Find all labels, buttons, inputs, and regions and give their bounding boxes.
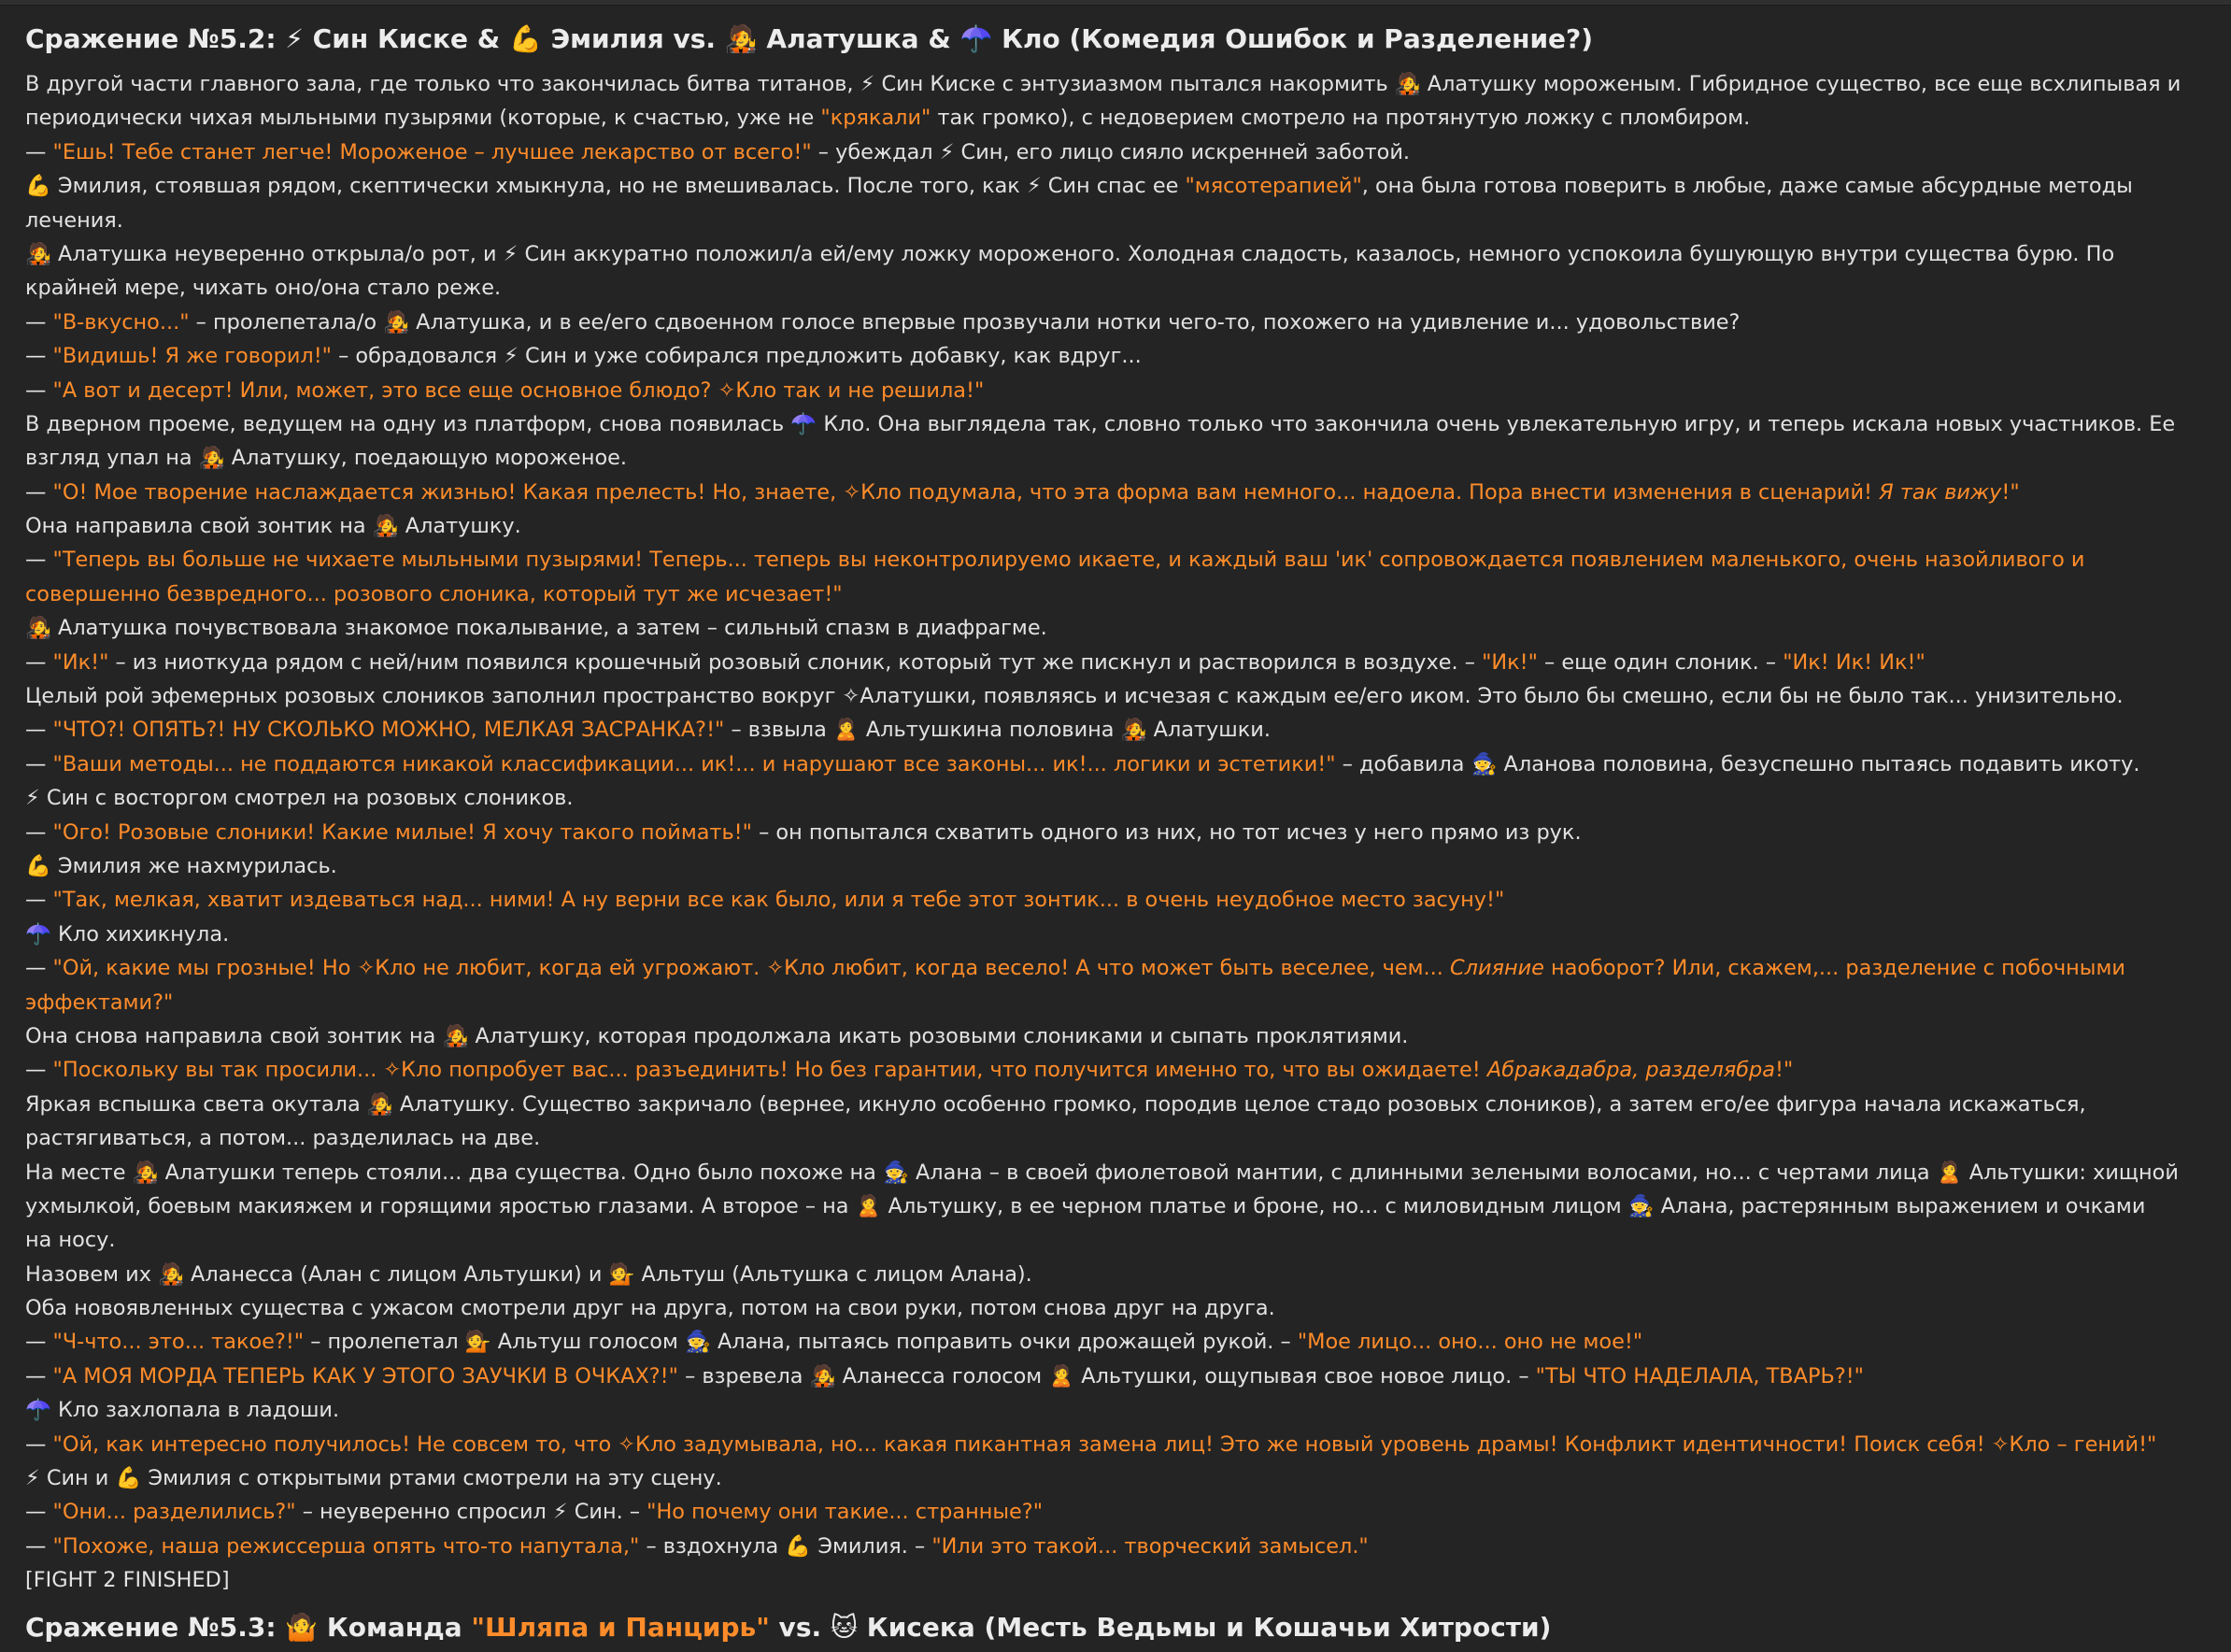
narration-text: растягиваться, а потом... разделилась на две. <box>25 1126 541 1151</box>
dialogue-quote: "ТЫ ЧТО НАДЕЛАЛА, ТВАРЬ?!" <box>1535 1363 1864 1389</box>
narration-text: — <box>25 1500 53 1525</box>
text-line <box>25 204 2205 237</box>
narration-text: на носу. <box>25 1228 116 1253</box>
text-line <box>25 646 2205 679</box>
narration-text: периодически чихая мыльными пузырями (которые, к счастью, уже не <box>25 106 821 131</box>
text-line <box>25 1088 2205 1121</box>
narration-text: Целый рой эфемерных розовых слоников заполнил пространство вокруг ✧Алатушки, появляясь и исчезая с каждым ее/его иком. Это было бы смешно, если бы не было так... унизительно. <box>25 684 2124 709</box>
text-line <box>25 781 2205 815</box>
narration-text: – пролепетал 💁 Альтуш голосом 🧙 Алана, пытаясь поправить очки дрожащей рукой. – <box>304 1330 1298 1355</box>
dialogue-quote: "Мое лицо... оно... оно не мое!" <box>1297 1330 1643 1355</box>
text-line <box>25 577 2205 611</box>
dialogue-quote: "Поскольку вы так просили... ✧Кло попробует вас... разъединить! Но без гарантии, что получится именно то, что вы ожидаете! <box>52 1058 1487 1083</box>
dialogue-quote: "Так, мелкая, хватит издеваться над... ними! А ну верни все как было, или я тебе этот зонтик... в очень неудобное место засуну!" <box>52 888 1505 913</box>
narration-text: В другой части главного зала, где только что закончилась битва титанов, ⚡ Син Киске с энтузиазмом пытался накормить 🧑‍🎤 Алатушку мороженым. Гибридное существо, все еще всхлипывая и <box>25 72 2181 96</box>
narration-text: vs. 🐱 Кисека (Месть Ведьмы и Кошачьи Хитрости) <box>769 1611 1552 1643</box>
narration-text: — <box>25 718 53 743</box>
text-line <box>25 374 2205 407</box>
text-line <box>25 543 2205 577</box>
dialogue-quote: "Или это такой... творческий замысел." <box>931 1533 1369 1559</box>
narration-text: – неуверенно спросил ⚡ Син. – <box>295 1500 647 1525</box>
dialogue-quote: "А вот и десерт! Или, может, это все еще основное блюдо? ✧Кло так и не решила!" <box>52 377 985 403</box>
narration-text: — <box>25 1363 53 1389</box>
text-line <box>25 679 2205 713</box>
narration-text: — <box>25 751 53 776</box>
dialogue-quote: "Ешь! Тебе станет легче! Мороженое – лучшее лекарство от всего!" <box>52 139 812 164</box>
narration-text: На месте 🧑‍🎤 Алатушки теперь стояли... два существа. Одно было похоже на 🧙 Алана – в своей фиолетовой мантии, с длинными зелеными волосами, но... с чертами лица 🙎 Альтушки: хищной <box>25 1160 2179 1185</box>
text-line <box>25 1360 2205 1393</box>
text-line <box>25 306 2205 339</box>
narration-text: — <box>25 1431 53 1457</box>
narration-text: — <box>25 1533 53 1559</box>
dialogue-quote: "Ч-что... это... такое?!" <box>52 1330 305 1355</box>
narration-text: ⚡ Син с восторгом смотрел на розовых слоников. <box>25 786 574 811</box>
text-line <box>25 1393 2205 1427</box>
narration-text: — <box>25 377 53 403</box>
narration-text: В дверном проеме, ведущем на одну из платформ, снова появилась ☂️ Кло. Она выглядела так, словно только что закончила очень увлекательную игру, и теперь искала новых участников. Ее <box>25 411 2176 436</box>
text-line <box>25 1495 2205 1529</box>
narration-text: ⚡ Син и 💪 Эмилия с открытыми ртами смотрели на эту сцену. <box>25 1466 722 1491</box>
text-line <box>25 951 2205 985</box>
narration-text: 💪 Эмилия, стоявшая рядом, скептически хмыкнула, но не вмешивалась. После того, как ⚡ Син спас ее <box>25 174 1186 199</box>
dialogue-quote: "Ик!" <box>52 649 109 675</box>
narration-text: – еще один слоник. – <box>1537 649 1783 675</box>
text-line <box>25 748 2205 781</box>
dialogue-quote: Слияние <box>1450 956 1544 981</box>
narration-text: 🧑‍🎤 Алатушка неуверенно открыла/о рот, и ⚡ Син аккуратно положил/а ей/ему ложку мороженого. Холодная сладость, казалось, немного успокоила бушующую внутри существа бурю. По <box>25 241 2115 266</box>
text-line <box>25 816 2205 849</box>
narration-text: – взревела 🧑‍🎤 Аланесса голосом 🙎 Альтушки, ощупывая свое новое лицо. – <box>677 1363 1536 1389</box>
dialogue-quote: совершенно безвредного... розового слоника, который тут же исчезает!" <box>25 581 843 606</box>
dialogue-quote: "Ваши методы... не поддаются никакой классификации... ик!... и нарушают все законы... ик!... логики и эстетики!" <box>52 751 1336 776</box>
narration-text: — <box>25 548 53 573</box>
narration-text: Оба новоявленных существа с ужасом смотрели друг на друга, потом на свои руки, потом снова друг на друга. <box>25 1296 1275 1321</box>
dialogue-quote: "Теперь вы больше не чихаете мыльными пузырями! Теперь... теперь вы неконтролируемо икаете, и каждый ваш 'ик' сопровождается появлением маленького, очень назойливого и <box>52 548 2085 573</box>
dialogue-quote: Я так вижу <box>1879 479 2002 505</box>
narration-text: – убеждал ⚡ Син, его лицо сияло искренней заботой. <box>811 139 1410 164</box>
narration-text: , она была готова поверить в любые, даже самые абсурдные методы <box>1361 174 2133 199</box>
text-line <box>25 1461 2205 1495</box>
text-line <box>25 271 2205 305</box>
text-line <box>25 918 2205 951</box>
narration-text: – добавила 🧙 Аланова половина, безуспешно пытаясь подавить икоту. <box>1335 751 2140 776</box>
text-line <box>25 1019 2205 1053</box>
text-line <box>25 883 2205 917</box>
dialogue-quote: "мясотерапией" <box>1185 174 1362 199</box>
dialogue-quote: !" <box>1774 1058 1794 1083</box>
text-line <box>25 509 2205 543</box>
dialogue-quote: "Но почему они такие... странные?" <box>647 1500 1043 1525</box>
text-line <box>25 1223 2205 1257</box>
text-line <box>25 476 2205 509</box>
dialogue-quote: наоборот? Или, скажем,... разделение с побочными <box>1543 956 2125 981</box>
text-line <box>25 169 2205 203</box>
narration-text: Яркая вспышка света окутала 🧑‍🎤 Алатушку. Существо закричало (вернее, икнуло особенно громко, породив целое стадо розовых слоников), а затем его/ее фигура начала искажаться, <box>25 1091 2086 1117</box>
fight-heading: Сражение №5.2: ⚡ Син Киске & 💪 Эмилия vs. 🧑‍🎤 Алатушка & ☂️ Кло (Комедия Ошибок и Разделение?) <box>25 23 1594 54</box>
narration-text: так громко), с недоверием смотрело на протянутую ложку с пломбиром. <box>931 106 1751 131</box>
dialogue-quote: "Видишь! Я же говорил!" <box>52 344 332 369</box>
narration-text: — <box>25 956 53 981</box>
narration-text: — <box>25 888 53 913</box>
narration-text: — <box>25 344 53 369</box>
narration-text: 🧑‍🎤 Алатушка почувствовала знакомое покалывание, а затем – сильный спазм в диафрагме. <box>25 616 1047 641</box>
narration-text: лечения. <box>25 207 123 233</box>
dialogue-quote: эффектами?" <box>25 990 174 1015</box>
narration-text: крайней мере, чихать оно/она стало реже. <box>25 276 502 301</box>
dialogue-quote: "Ик!" <box>1482 649 1538 675</box>
narration-text: [FIGHT 2 FINISHED] <box>25 1568 230 1593</box>
dialogue-quote: "Шляпа и Панцирь" <box>471 1611 770 1643</box>
narration-text: – он попытался схватить одного из них, но тот исчез у него прямо из рук. <box>751 819 1582 845</box>
narration-text: — <box>25 1058 53 1083</box>
text-line <box>25 986 2205 1019</box>
text-line <box>25 1121 2205 1155</box>
narration-text: — <box>25 649 53 675</box>
narration-text: ухмылкой, боевым макияжем и горящими яростью глазами. А второе – на 🙎 Альтушку, в ее черном платье и броне, но... с миловидным лицом 🧙 Алана, растерянным выражением и очками <box>25 1193 2146 1218</box>
text-line <box>25 1563 2205 1597</box>
dialogue-quote: "Ик! Ик! Ик!" <box>1783 649 1925 675</box>
narration-text: взгляд упал на 🧑‍🎤 Алатушку, поедающую мороженое. <box>25 446 628 471</box>
next-fight-heading <box>25 1603 2205 1652</box>
text-line <box>25 237 2205 271</box>
narration-text: — <box>25 1330 53 1355</box>
text-line <box>25 1258 2205 1291</box>
dialogue-quote: "В-вкусно..." <box>52 309 190 335</box>
dialogue-quote: "Похоже, наша режиссерша опять что-то напутала," <box>52 1533 640 1559</box>
dialogue-quote: "крякали" <box>820 106 931 131</box>
story-text <box>25 67 2205 1598</box>
narration-text: – вздохнула 💪 Эмилия. – <box>639 1533 932 1559</box>
narration-text: – обрадовался ⚡ Син и уже собирался предложить добавку, как вдруг... <box>332 344 1142 369</box>
text-line <box>25 611 2205 645</box>
dialogue-quote: "Ого! Розовые слоники! Какие милые! Я хочу такого поймать!" <box>52 819 752 845</box>
text-line <box>25 1325 2205 1359</box>
narration-text: ☂️ Кло захлопала в ладоши. <box>25 1398 340 1423</box>
text-line <box>25 407 2205 441</box>
text-line <box>25 135 2205 169</box>
text-line <box>25 849 2205 883</box>
narration-text: — <box>25 819 53 845</box>
narration-text: — <box>25 479 53 505</box>
text-line <box>25 1530 2205 1563</box>
text-line <box>25 1428 2205 1461</box>
dialogue-quote: "Ой, какие мы грозные! Но ✧Кло не любит, когда ей угрожают. ✧Кло любит, когда весело! А что может быть веселее, чем... <box>52 956 1450 981</box>
chat-message-content <box>0 6 2231 1652</box>
text-line <box>25 67 2205 101</box>
narration-text: – пролепетала/о 🧑‍🎤 Алатушка, и в ее/его сдвоенном голосе впервые прозвучали нотки чего-то, похожего на удивление и... удовольствие? <box>189 309 1741 335</box>
narration-text: — <box>25 309 53 335</box>
narration-text: – из ниоткуда рядом с ней/ним появился крошечный розовый слоник, который тут же пискнул и растворился в воздухе. – <box>108 649 1483 675</box>
dialogue-quote: "Они... разделились?" <box>52 1500 296 1525</box>
dialogue-quote: "А МОЯ МОРДА ТЕПЕРЬ КАК У ЭТОГО ЗАУЧКИ В ОЧКАХ?!" <box>52 1363 678 1389</box>
text-line <box>25 101 2205 135</box>
text-line <box>25 1189 2205 1223</box>
text-line <box>25 1291 2205 1325</box>
dialogue-quote: Абракадабра, разделябра <box>1486 1058 1775 1083</box>
text-line <box>25 339 2205 373</box>
narration-text: Сражение №5.3: 🤷 Команда <box>25 1611 472 1643</box>
dialogue-quote: "О! Мое творение наслаждается жизнью! Какая прелесть! Но, знаете, ✧Кло подумала, что эта форма вам немного... надоела. Пора внести изменения в сценарий! <box>52 479 1880 505</box>
text-line <box>25 1156 2205 1189</box>
narration-text: Она направила свой зонтик на 🧑‍🎤 Алатушку. <box>25 514 521 539</box>
dialogue-quote: "Ой, как интересно получилось! Не совсем то, что ✧Кло задумывала, но... какая пикантная замена лиц! Это же новый уровень драмы! Конфликт идентичности! Поиск себя! ✧Кло – гений!" <box>52 1431 2157 1457</box>
narration-text: Она снова направила свой зонтик на 🧑‍🎤 Алатушку, которая продолжала икать розовыми слониками и сыпать проклятиями. <box>25 1023 1409 1048</box>
narration-text: — <box>25 139 53 164</box>
narration-text: Назовем их 🧑‍🎤 Аланесса (Алан с лицом Альтушки) и 💁 Альтуш (Альтушка с лицом Алана). <box>25 1261 1032 1287</box>
narration-text: – взвыла 🙎 Альтушкина половина 🧑‍🎤 Алатушки. <box>724 718 1271 743</box>
text-line <box>25 441 2205 475</box>
narration-text: 💪 Эмилия же нахмурилась. <box>25 853 337 878</box>
narration-text: ☂️ Кло хихикнула. <box>25 921 230 947</box>
text-line <box>25 1053 2205 1087</box>
dialogue-quote: !" <box>2001 479 2020 505</box>
dialogue-quote: "ЧТО?! ОПЯТЬ?! НУ СКОЛЬКО МОЖНО, МЕЛКАЯ ЗАСРАНКА?!" <box>52 718 725 743</box>
text-line <box>25 713 2205 747</box>
